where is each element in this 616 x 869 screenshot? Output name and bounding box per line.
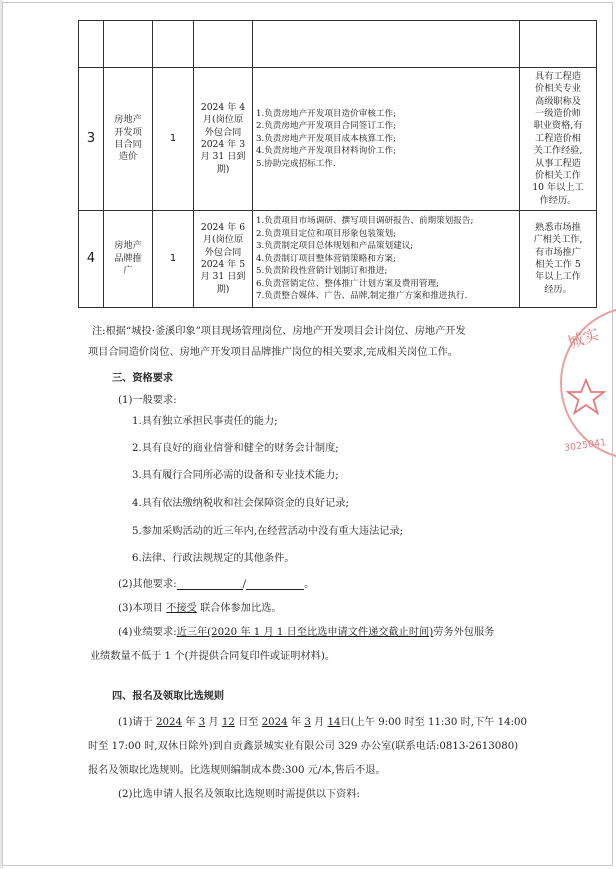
req-line: 年以上工作 (535, 271, 581, 283)
other-requirements (118, 575, 314, 590)
blank-line (246, 579, 304, 590)
note-line-2: 项目合同造价岗位、房地产开发项目品牌推广岗位的相关要求,完成相关岗位工作。 (88, 347, 458, 358)
seal-star-icon (566, 378, 606, 416)
blank-line (177, 579, 243, 590)
duty-item: 5.负责阶段性营销计划制订和推进; (256, 266, 388, 277)
consortium-line (118, 599, 282, 614)
seal-number: 3025041 (563, 437, 607, 454)
registration-line-3: 报名及领取比选规则。比选规则编制成本费:300 元/本,售后不退。 (88, 765, 386, 776)
position-line: 造价 (118, 151, 138, 163)
requirement-item: 3.具有履行合同所必需的设备和专业技术能力; (132, 470, 339, 481)
cell-duties (253, 21, 520, 68)
cell-duties (253, 211, 520, 308)
note-line-1: 注:根据“城投·釜溪印象”项目现场管理岗位、房地产开发项目会计岗位、房地产开发 (92, 326, 466, 337)
cell-no (79, 21, 104, 68)
reg-day-start: 12 (221, 717, 235, 728)
position-line: 品牌推 (114, 252, 142, 264)
reg-text: 月 (314, 717, 325, 728)
req-line: 职业资格,有 (533, 120, 583, 132)
requirement-item: 1.具有独立承担民事责任的能力; (132, 416, 278, 427)
requirement-item: 6.法律、行政法规规定的其他条件。 (132, 553, 295, 564)
consortium-suffix: 联合体参加比选。 (200, 603, 282, 614)
term-line: 2024 年 6 (200, 221, 246, 233)
position-line: 目合同 (114, 139, 142, 150)
reg-text: 年 (290, 717, 302, 728)
cell-count: 1 (153, 211, 194, 308)
req-line: 价相关工作 (535, 170, 581, 182)
req-line: 一级造价师 (535, 107, 581, 119)
other-slash: / (242, 579, 247, 590)
registration-materials: (2)比选申请人报名及领取比选规则时需提供以下资料: (118, 789, 360, 800)
term-line: 外包合同 (204, 246, 242, 258)
cell-no: 4 (79, 211, 104, 308)
cell-position (104, 21, 153, 68)
duty-item: 2.负责项目定位和项目形象包装策划; (256, 228, 397, 239)
reg-year-start: 2024 (156, 717, 182, 728)
duty-item: 1.负责房地产开发项目造价审核工作; (256, 108, 397, 119)
term-line: 2024 年 3 (200, 139, 246, 150)
cell-count (153, 21, 194, 68)
position-line: 房地产 (114, 240, 142, 252)
cell-count: 1 (153, 68, 194, 211)
performance-line-2: 业绩数量不低于 1 个(并提供合同复印件或证明材料)。 (90, 651, 336, 662)
reg-text: 月 (208, 717, 219, 728)
section3-heading: 三、资格要求 (112, 372, 174, 384)
table-row (79, 211, 597, 308)
cell-term (194, 21, 253, 68)
position-line: 房地产 (114, 114, 142, 126)
registration-line-2: 时至 17:00 时,双休日除外)到自贡鑫景城实业有限公司 329 办公室(联系电话:0813-2613080) (88, 741, 519, 752)
req-line: 广相关工作, (533, 234, 583, 246)
perf-period: 近三年(2020 年 1 月 1 日至比选申请文件递交截止时间) (176, 627, 434, 638)
reg-month-start: 3 (198, 717, 206, 728)
reg-text: 年 (185, 717, 196, 728)
cell-requirement (520, 68, 597, 211)
general-requirements-title: (1)一般要求: (118, 395, 177, 406)
req-line: 有市场推广 (535, 246, 581, 258)
req-line: 熟悉市场推 (535, 221, 581, 233)
duty-item: 4.负责制订项目整体营销策略和方案; (256, 253, 397, 264)
duty-item: 3.负责房地产开发项目成本核算工作; (256, 133, 397, 144)
duty-item: 1.负责项目市场调研、撰写项目调研报告、前期策划报告; (256, 215, 474, 226)
duty-item: 7.负责整合媒体、广告、品牌,制定推广方案和推进执行. (256, 291, 468, 302)
cell-duties (253, 68, 520, 211)
req-line: 高级职称及 (535, 95, 581, 107)
consortium-value: 不接受 (166, 603, 197, 614)
req-line: 价相关专业 (535, 83, 581, 95)
term-line: 2024 年 5 (200, 259, 246, 270)
duty-item: 2.负责房地产开发项目合同签订工作; (256, 121, 397, 132)
cell-position (104, 211, 153, 308)
req-line: 10 年以上工 (532, 182, 584, 194)
term-line: 期) (216, 163, 230, 175)
section4-heading: 四、报名及领取比选规则 (112, 690, 225, 702)
perf-suffix: 劳务外包服务 (433, 627, 495, 638)
cell-requirement (520, 21, 597, 68)
term-line: 月 31 日到 (200, 271, 246, 283)
term-line: 期) (216, 283, 230, 295)
reg-text: 日至 (238, 717, 259, 728)
term-line: 外包合同 (204, 126, 242, 138)
table-row-partial (79, 21, 597, 68)
cell-term (194, 211, 253, 308)
term-line: 月 31 日到 (200, 151, 246, 163)
cell-term (194, 68, 253, 211)
other-label: (2)其他要求: (118, 579, 177, 590)
seal-text: 城实 (565, 324, 602, 353)
reg-year-end: 2024 (261, 717, 288, 728)
registration-line-1 (118, 713, 527, 728)
req-line: 从事工程造 (535, 157, 581, 169)
term-line: 月(岗位原 (202, 234, 244, 246)
perf-prefix: (4)业绩要求: (118, 627, 177, 638)
requirement-item: 2.具有良好的商业信誉和健全的财务会计制度; (132, 443, 339, 454)
duty-item: 4.负责房地产开发项目材料询价工作; (256, 146, 397, 157)
reg-day-end: 14 (327, 717, 341, 728)
consortium-prefix: (3)本项目 (118, 603, 163, 614)
duty-item: 5.协助完成招标工作. (256, 158, 336, 169)
reg-month-end: 3 (304, 717, 311, 728)
req-line: 相关工作 5 (535, 259, 581, 270)
positions-table (78, 20, 597, 308)
duty-item: 3.负责制定项目总体规划和产品策划建议; (256, 241, 414, 252)
req-line: 作经历。 (539, 194, 577, 206)
cell-no: 3 (79, 68, 104, 211)
req-line: 具有工程造 (535, 70, 581, 82)
performance-line-1 (118, 623, 494, 638)
duty-item: 6.负责营销定位、整体推广计划方案及费用管理; (256, 278, 439, 289)
req-line: 经历。 (544, 283, 572, 295)
requirement-item: 4.具有依法缴纳税收和社会保障资金的良好记录; (132, 498, 349, 509)
table-row (79, 68, 597, 211)
req-line: 工程造价相 (535, 132, 581, 144)
cell-position (104, 68, 153, 211)
term-line: 2024 年 4 (200, 101, 246, 113)
term-line: 月(岗位原 (202, 114, 244, 126)
other-end: 。 (304, 579, 315, 590)
requirement-item: 5.参加采购活动的近三年内,在经营活动中没有重大违法记录; (132, 526, 404, 537)
position-line: 广 (123, 265, 133, 277)
reg-text: 日(上午 9:00 时至 11:30 时,下午 14:00 (340, 717, 527, 728)
cell-requirement (520, 211, 597, 308)
req-line: 关工作经验, (533, 145, 583, 157)
position-line: 开发项 (114, 126, 142, 138)
reg-text: (1)请于 (118, 717, 153, 728)
